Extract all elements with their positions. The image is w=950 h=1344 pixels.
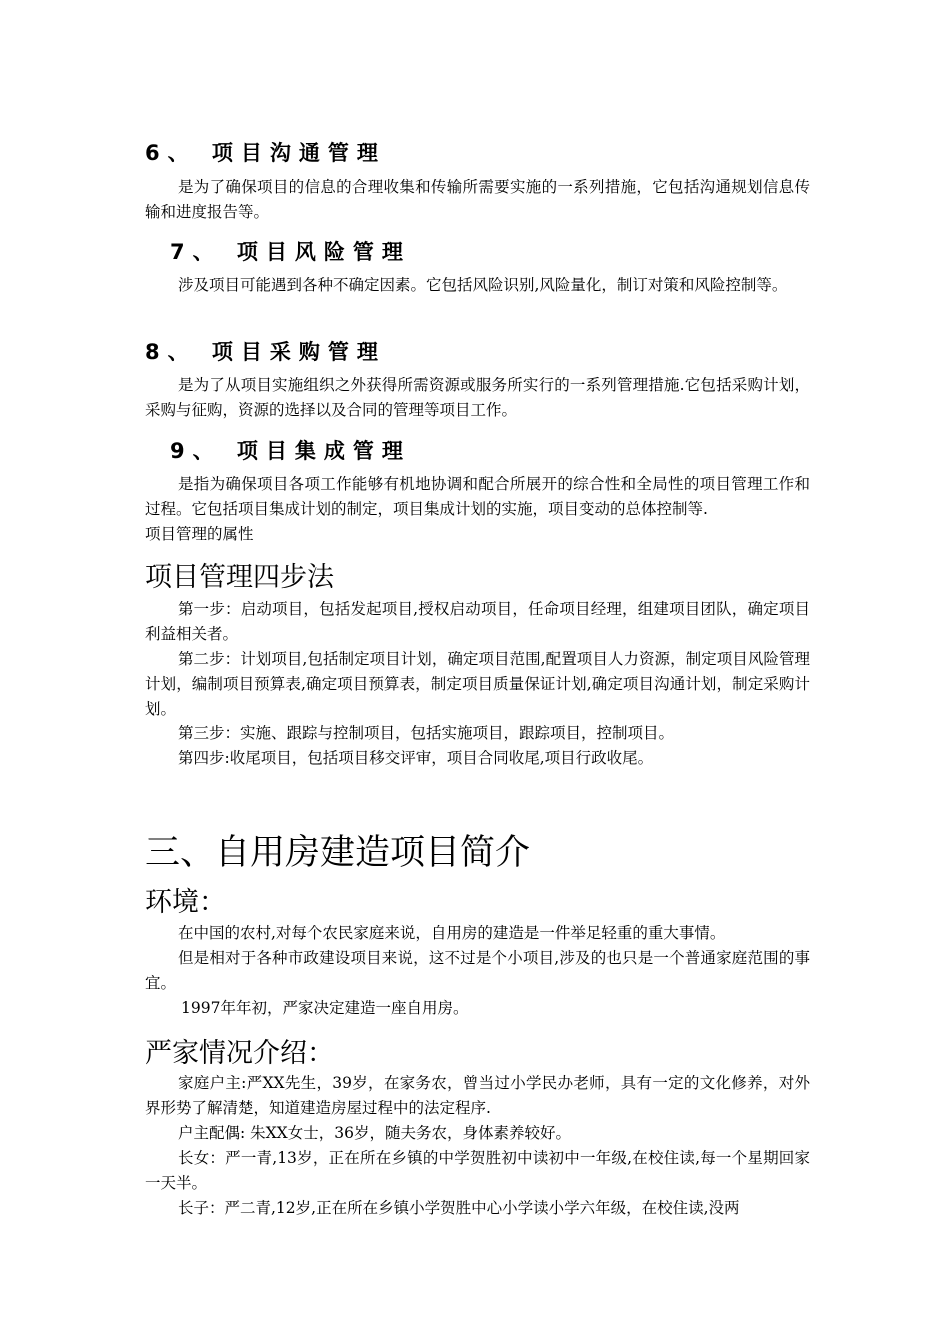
section-body-7: 涉及项目可能遇到各种不确定因素。它包括风险识别,风险量化，制订对策和风险控制等。 <box>178 276 788 294</box>
section-heading-7: 7、 项目风险管理 <box>170 240 411 264</box>
step-4: 第四步:收尾项目，包括项目移交评审，项目合同收尾,项目行政收尾。 <box>178 749 654 767</box>
environment-paragraph-1: 在中国的农村,对每个农民家庭来说，自用房的建造是一件举足轻重的重大事情。 <box>178 924 726 942</box>
section-heading-6: 6、 项目沟通管理 <box>145 141 386 165</box>
four-steps-title: 项目管理四步法 <box>145 562 334 593</box>
step-1: 第一步：启动项目，包括发起项目,授权启动项目，任命项目经理，组建项目团队，确定项目利益相关者。 <box>145 600 810 643</box>
environment-paragraph-3: 1997年年初，严家决定建造一座自用房。 <box>181 999 469 1017</box>
section-heading-9: 9、 项目集成管理 <box>170 439 411 463</box>
family-paragraph-4: 长子：严二青,12岁,正在所在乡镇小学贺胜中心小学读小学六年级，在校住读,没两 <box>178 1199 740 1217</box>
chapter-title: 三、自用房建造项目简介 <box>145 833 531 873</box>
family-paragraph-1: 家庭户主:严XX先生，39岁，在家务农，曾当过小学民办老师，具有一定的文化修养，对外界形势了解清楚，知道建造房屋过程中的法定程序. <box>145 1074 810 1117</box>
section-heading-8: 8、 项目采购管理 <box>145 340 386 364</box>
step-2: 第二步：计划项目,包括制定项目计划，确定项目范围,配置项目人力资源，制定项目风险管理计划，编制项目预算表,确定项目预算表，制定项目质量保证计划,确定项目沟通计划，制定采购计划。 <box>145 650 810 718</box>
section-body-6: 是为了确保项目的信息的合理收集和传输所需要实施的一系列措施，它包括沟通规划信息传输和进度报告等。 <box>145 178 810 221</box>
section-body-8: 是为了从项目实施组织之外获得所需资源或服务所实行的一系列管理措施.它包括采购计划，采购与征购，资源的选择以及合同的管理等项目工作。 <box>145 376 810 419</box>
section-body-9: 是指为确保项目各项工作能够有机地协调和配合所展开的综合性和全局性的项目管理工作和过程。它包括项目集成计划的制定，项目集成计划的实施，项目变动的总体控制等. <box>145 475 810 518</box>
family-title: 严家情况介绍： <box>145 1038 334 1069</box>
environment-paragraph-2: 但是相对于各种市政建设项目来说，这不过是个小项目,涉及的也只是一个普通家庭范围的事宜。 <box>145 949 810 992</box>
environment-title: 环境： <box>145 887 226 918</box>
family-paragraph-2: 户主配偶: 朱XX女士，36岁，随夫务农，身体素养较好。 <box>178 1124 571 1142</box>
attributes-line: 项目管理的属性 <box>145 525 254 543</box>
family-paragraph-3: 长女：严一青,13岁，正在所在乡镇的中学贺胜初中读初中一年级,在校住读,每一个星期回家一天半。 <box>145 1149 810 1192</box>
step-3: 第三步：实施、跟踪与控制项目，包括实施项目，跟踪项目，控制项目。 <box>178 724 675 742</box>
